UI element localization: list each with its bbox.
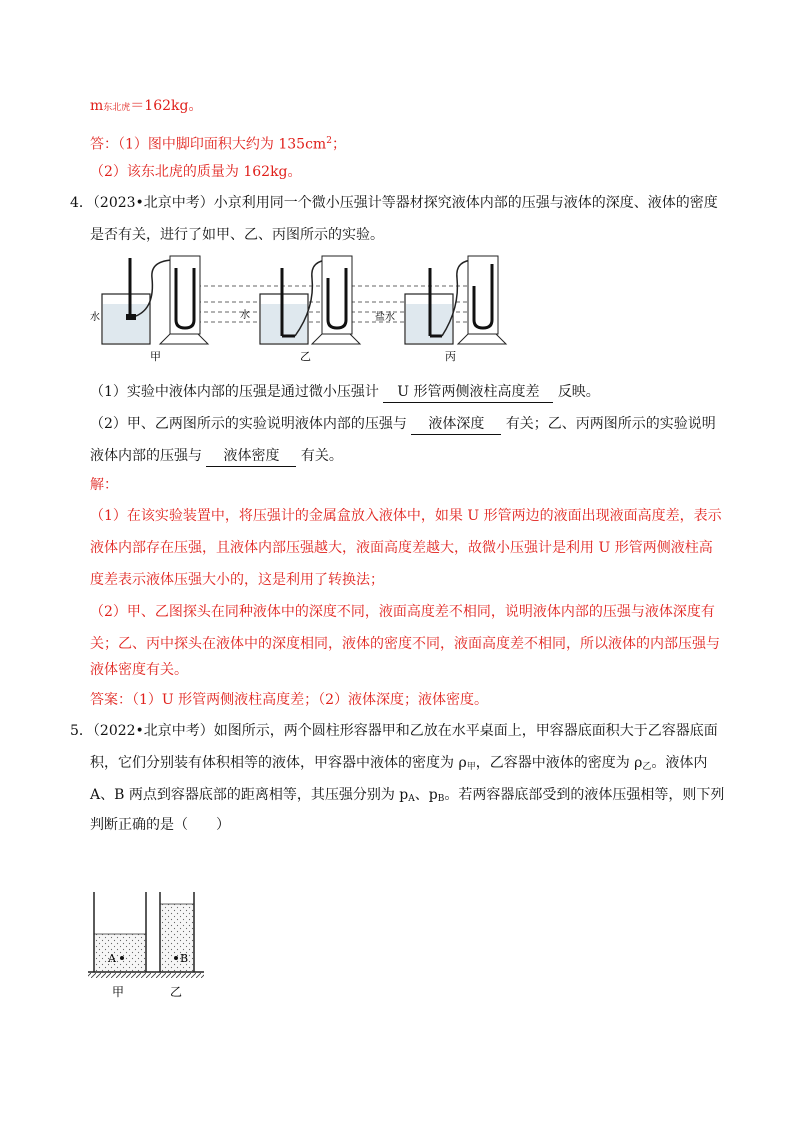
label-water-2: 水 xyxy=(240,310,250,321)
answer-line-2: （2）该东北虎的质量为 162kg。 xyxy=(90,164,302,180)
container-jia xyxy=(94,892,146,972)
q4-part-1: （1）实验中液体内部的压强是通过微小压强计 U 形管两侧液柱高度差 反映。 xyxy=(90,382,712,403)
caption-yi: 乙 xyxy=(170,985,183,999)
blank-1: U 形管两侧液柱高度差 xyxy=(383,382,553,403)
container-yi xyxy=(160,892,194,972)
solution-line-6: 液体密度有关。 xyxy=(90,662,188,678)
caption-yi: 乙 xyxy=(300,350,311,363)
apparatus-bing xyxy=(375,256,506,363)
point-a xyxy=(120,956,124,960)
q5-figure xyxy=(86,888,216,1008)
q5-stem-line-3: A、B 两点到容器底部的距离相等，其压强分别为 pA、pB。若两容器底部受到的液体压强相等，则下列 xyxy=(90,787,725,804)
mass-subscript: 东北虎 xyxy=(103,103,131,113)
caption-jia: 甲 xyxy=(150,350,161,363)
q4-part-2-line-1: （2）甲、乙两图所示的实验说明液体内部的压强与 液体深度 有关；乙、丙两图所示的实验说明 xyxy=(90,414,712,435)
answer-line-1: 答：（1）图中脚印面积大约为 $135cm^2$； xyxy=(90,136,346,153)
q4-stem-line-2: 是否有关，进行了如甲、乙、丙图所示的实验。 xyxy=(90,227,384,243)
mass-line: m东北虎＝162kg。 xyxy=(90,98,203,114)
q4-figure xyxy=(90,248,510,368)
table-hatch xyxy=(88,973,204,978)
q4-stem-line-1: 4．（2023•北京中考）小京利用同一个微小压强计等器材探究液体内部的压强与液体的深度、液体的密度 xyxy=(70,195,718,211)
blank-2: 液体深度 xyxy=(411,414,501,435)
q5-stem-line-2: 积，它们分别装有体积相等的液体，甲容器中液体的密度为 ρ甲，乙容器中液体的密度为 ρ乙。液体内 xyxy=(90,755,708,772)
point-b xyxy=(174,956,178,960)
solution-line-5: 关；乙、丙中探头在液体中的深度相同，液体的密度不同，液面高度差不相同，所以液体的内部压强与 xyxy=(90,636,720,652)
solution-line-2: 液体内部存在压强，且液体内部压强越大，液面高度差越大，故微小压强计是利用 U 形管两侧液柱高 xyxy=(90,540,713,556)
label-salt-water: 盐水 xyxy=(375,312,395,323)
solution-line-3: 度差表示液体压强大小的，这是利用了转换法； xyxy=(90,572,384,588)
caption-bing: 丙 xyxy=(445,350,456,363)
q5-stem-line-4: 判断正确的是（ ） xyxy=(90,817,230,833)
apparatus-yi xyxy=(240,256,360,363)
solution-line-4: （2）甲、乙图探头在同种液体中的深度不同，液面高度差不相同，说明液体内部的压强与液体深度有 xyxy=(90,604,715,620)
q5-stem-line-1: 5．（2022•北京中考）如图所示，两个圆柱形容器甲和乙放在水平桌面上，甲容器底面积大于乙容器底面 xyxy=(70,723,718,739)
label-a: A xyxy=(108,952,116,965)
q4-part-2-line-2: 液体内部的压强与 液体密度 有关。 xyxy=(90,446,712,467)
apparatus-jia xyxy=(90,256,208,363)
blank-3: 液体密度 xyxy=(206,446,296,467)
label-b: B xyxy=(180,952,189,965)
solution-line-1: （1）在该实验装置中，将压强计的金属盒放入液体中，如果 U 形管两边的液面出现液面高度差，表示 xyxy=(90,508,722,524)
q4-answer: 答案：（1）U 形管两侧液柱高度差；（2）液体深度；液体密度。 xyxy=(90,692,489,708)
solution-label: 解： xyxy=(90,477,118,493)
caption-jia: 甲 xyxy=(112,985,125,999)
label-water-1: 水 xyxy=(90,312,100,323)
